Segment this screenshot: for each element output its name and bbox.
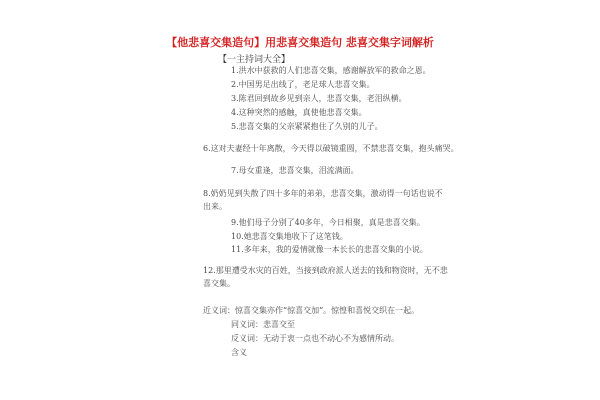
section-header: 【一主持词大全】 [218, 55, 291, 65]
synonym-intro: 近义词：惊喜交集亦作“惊喜交加”。惊惶和喜悦交织在一起。 [203, 306, 420, 315]
list-item: 4.这种突然的感触，真使他悲喜交集。 [231, 108, 367, 117]
list-item: 1.洪水中获救的人们悲喜交集，感谢解放军的救命之恩。 [231, 66, 431, 75]
synonym-line: 同义词：悲喜交至 [231, 320, 295, 329]
list-item: 5.悲喜交集的父亲紧紧抱住了久别的儿子。 [231, 122, 383, 131]
list-item: 6.这对夫妻经十年离散，今天得以破镜重圆，不禁悲喜交集，抱头痛哭。 [203, 144, 459, 153]
document-title: 【他悲喜交集造句】用悲喜交集造句 悲喜交集字词解析 [166, 36, 434, 49]
list-item: 2.中国男足出线了，老足球人悲喜交集。 [231, 80, 375, 89]
list-item: 8.奶奶见到失散了四十多年的弟弟，悲喜交集，激动得一句话也说不 [203, 189, 443, 198]
list-item: 3.陈君回到故乡见到亲人，悲喜交集，老泪纵横。 [231, 94, 407, 103]
list-item: 12.那里遭受水灾的百姓，当接到政府派人送去的钱和物资时，无不悲 [203, 266, 448, 275]
meaning-line: 含义 [231, 348, 247, 357]
list-item-continuation: 喜交集。 [203, 279, 235, 288]
list-item: 7.母女重逢，悲喜交集，泪流满面。 [231, 166, 359, 175]
list-item: 9.他们母子分别了40多年，今日相聚，真是悲喜交集。 [231, 218, 425, 227]
list-item: 10.她悲喜交集地收下了这笔钱。 [231, 232, 348, 241]
antonym-line: 反义词：无动于衷一点也不动心不为感情所动。 [231, 334, 399, 343]
list-item: 11.多年来，我的爱情就像一本长长的悲喜交集的小说。 [231, 245, 428, 254]
list-item-continuation: 出来。 [203, 202, 227, 211]
